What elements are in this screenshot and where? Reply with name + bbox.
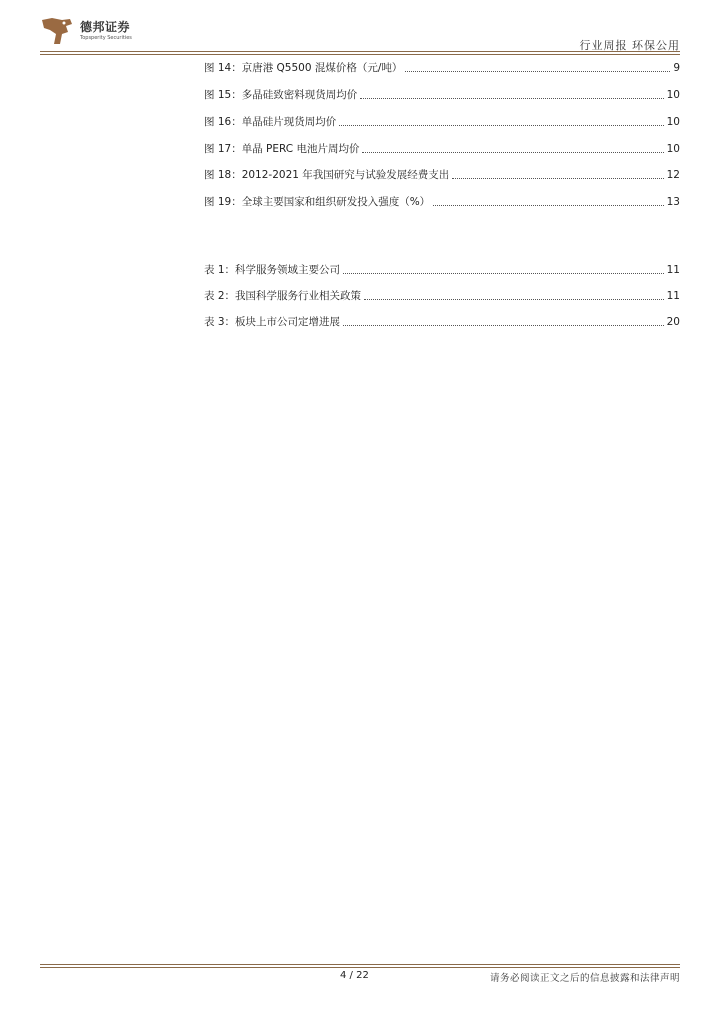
toc-entry[interactable] [204, 168, 680, 182]
toc-entry-page: 9 [673, 62, 680, 74]
toc-entry[interactable] [204, 289, 680, 303]
brand-name: 德邦证券 [80, 20, 131, 34]
toc-entry-page: 10 [666, 89, 680, 101]
dot-leader [343, 325, 664, 326]
toc-entry-label: 表 3：板块上市公司定增进展 [204, 316, 341, 328]
toc-entry-label: 图 14：京唐港 Q5500 混煤价格（元/吨） [204, 62, 403, 74]
toc-entry-page: 12 [666, 169, 680, 181]
company-logo-icon [40, 16, 74, 46]
toc-entry-page: 11 [666, 264, 680, 276]
toc-entry[interactable] [204, 61, 680, 75]
footer-divider-thin [40, 967, 680, 968]
toc-entry-label: 表 1：科学服务领域主要公司 [204, 264, 341, 276]
toc-entry-page: 10 [666, 116, 680, 128]
dot-leader [433, 205, 663, 206]
toc-entry-page: 20 [666, 316, 680, 328]
toc-entry-label: 图 15：多晶硅致密料现货周均价 [204, 89, 358, 101]
dot-leader [339, 125, 663, 126]
page-header [0, 0, 724, 60]
toc-entry[interactable] [204, 142, 680, 156]
header-divider-thin [40, 54, 680, 55]
page-number: 4 / 22 [340, 970, 369, 981]
dot-leader [343, 273, 664, 274]
toc-entry-page: 10 [666, 143, 680, 155]
toc-entry[interactable] [204, 88, 680, 102]
brand-name-english: Topsperity Securities [80, 35, 132, 41]
toc-entry-page: 11 [666, 290, 680, 302]
toc-entry[interactable] [204, 263, 680, 277]
toc-entry-label: 图 16：单晶硅片现货周均价 [204, 116, 337, 128]
toc-entry[interactable] [204, 195, 680, 209]
legal-disclaimer: 请务必阅读正文之后的信息披露和法律声明 [489, 973, 680, 984]
report-section: 行业周报 环保公用 [579, 39, 680, 52]
toc-entry-label: 图 19：全球主要国家和组织研发投入强度（%） [204, 196, 431, 208]
dot-leader [405, 71, 670, 72]
toc-entry-label: 图 17：单晶 PERC 电池片周均价 [204, 143, 360, 155]
toc-entry-label: 表 2：我国科学服务行业相关政策 [204, 290, 362, 302]
header-divider [40, 51, 680, 52]
dot-leader [360, 98, 663, 99]
toc-entry-label: 图 18：2012-2021 年我国研究与试验发展经费支出 [204, 169, 450, 181]
dot-leader [362, 152, 663, 153]
dot-leader [364, 299, 664, 300]
dot-leader [452, 178, 663, 179]
toc-entry-page: 13 [666, 196, 680, 208]
footer-divider [40, 964, 680, 965]
toc-entry[interactable] [204, 115, 680, 129]
toc-entry[interactable] [204, 315, 680, 329]
